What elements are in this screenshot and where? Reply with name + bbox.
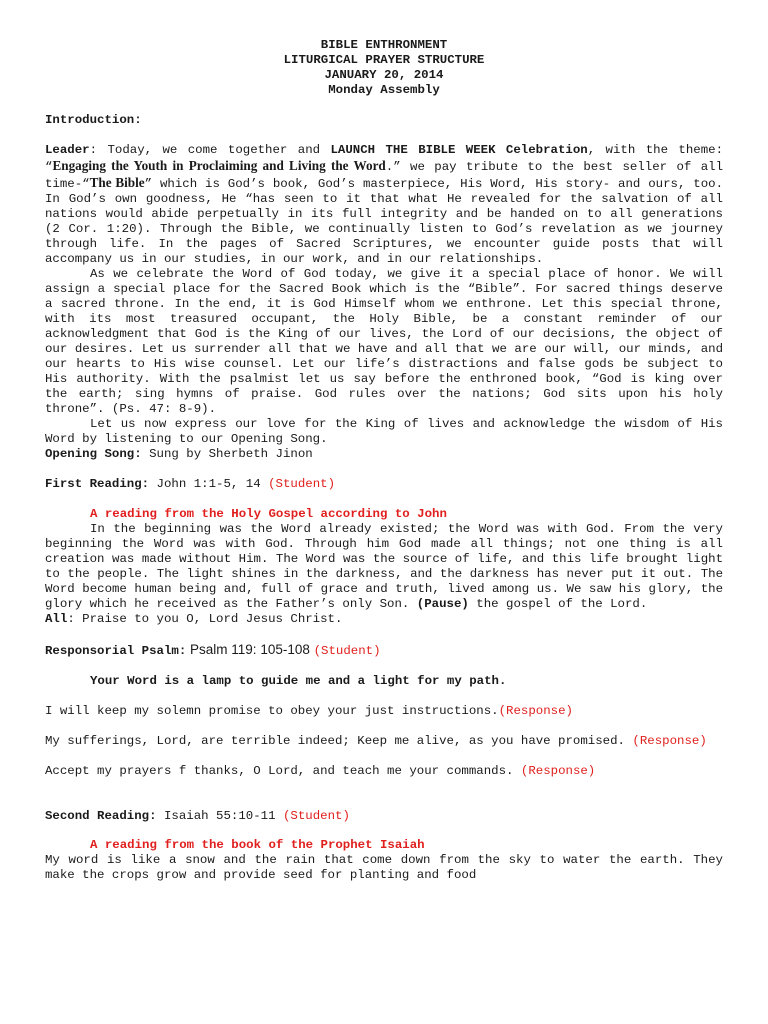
psalm-verse-3 (45, 764, 723, 779)
opening-song (45, 447, 723, 462)
subtitle-line: LITURGICAL PRAYER STRUCTURE (283, 53, 485, 67)
reading-text: In the beginning was the Word already existed; the Word was with God. From the very beginning the Word was with God. Through him God made all things; not one thing is all creation was made without Him. The Word was the source of life, and this life brought light to the people. The light shines in the darkness, and the darkness has never put it out. The Word become human being and, full of grace and truth, lived among us. We saw his glory, the glory which he received as the Father’s only Son. (45, 522, 723, 611)
first-reading-ref: John 1:1-5, 14 (149, 477, 269, 491)
all-text: : Praise to you O, Lord Jesus Christ. (67, 612, 343, 626)
intro-paragraph-2: As we celebrate the Word of God today, we give it a special place of honor. We will assign a special place for the Sacred Book which is the “Bible”. For sacred things deserve a sacred throne. In the end, it is God Himself whom we enthrone. Let this special throne, with its most treasured occupant, the Holy Bible, be a constant reminder of our acknowledgment that God is the King of our lives, the Lord of our decisions, the object of our desires. Let us surrender all that we have and all that we are our will, our minds, and our hearts to His wise counsel. Let our life’s distractions and false gods be subject to His authority. With the psalmist let us say before the enthroned book, “God is king over the earth; sing hymns of praise. God rules over the nations; God sits upon his holy throne”. (Ps. 47: 8-9). (45, 267, 723, 416)
psalm-refrain: Your Word is a lamp to guide me and a light for my path. (90, 674, 507, 688)
title-block (45, 38, 723, 98)
intro-text: : Today, we come together and (89, 143, 331, 157)
second-reading-label: Second Reading: (45, 809, 157, 823)
intro-paragraph-3: Let us now express our love for the King of lives and acknowledge the wisdom of His Word by listening to our Opening Song. (45, 417, 723, 446)
title-line: BIBLE ENTHRONMENT (320, 38, 448, 52)
all-label: All (45, 612, 68, 626)
intro-paragraph-1 (45, 143, 723, 267)
theme-text: Engaging the Youth in Proclaiming and Living the Word (52, 158, 386, 173)
first-reading-heading: A reading from the Holy Gospel according to John (90, 507, 447, 521)
first-reading-student: (Student) (268, 477, 336, 491)
response-label: (Response) (632, 734, 707, 748)
verse-text: I will keep my solemn promise to obey your just instructions. (45, 704, 499, 718)
response-label: (Response) (520, 764, 596, 778)
first-reading-text (45, 522, 723, 612)
introduction-heading: Introduction: (45, 113, 142, 127)
intro-text: .” we pay tribute to the best seller of all time-“ (45, 160, 723, 191)
document-body (45, 38, 723, 883)
psalm-ref: Psalm 119: 105-108 (186, 642, 314, 657)
intro-text: , with the theme: “ (45, 143, 724, 174)
psalm-label: Responsorial Psalm: (45, 644, 187, 658)
verse-text: Accept my prayers f thanks, O Lord, and teach me your commands. (45, 764, 521, 778)
intro-text: ” which is God’s book, God’s masterpiece, His Word, His story- and ours, too. In God’s own goodness, He “has seen to it that what He revealed for the salvation of all nations would abide perpetually in its full integrity and be handed on to all generations (2 Cor. 1:20). Through the Bible, we continually listen to God’s revelation as we journey through life. In the pages of Sacred Scriptures, we encounter guide posts that will accompany us in our studies, in our work, and in our relationships. (45, 177, 724, 266)
all-response (45, 612, 723, 627)
leader-label: Leader (45, 143, 90, 157)
verse-text: My sufferings, Lord, are terrible indeed; Keep me alive, as you have promised. (45, 734, 633, 748)
date-line: JANUARY 20, 2014 (324, 68, 444, 82)
second-reading-text: My word is like a snow and the rain that come down from the sky to water the earth. They make the crops grow and provide seed for planting and food (45, 853, 723, 882)
psalm-verse-1 (45, 704, 723, 719)
first-reading-label: First Reading: (45, 477, 150, 491)
psalm-student: (Student) (313, 644, 381, 658)
second-reading-student: (Student) (282, 809, 350, 823)
first-reading-line (45, 477, 723, 492)
psalm-verse-2 (45, 734, 723, 749)
pause-label: (Pause) (416, 597, 469, 611)
second-reading-ref: Isaiah 55:10-11 (156, 809, 283, 823)
bible-text: The Bible (89, 175, 145, 190)
psalm-line (45, 642, 723, 659)
launch-text: LAUNCH THE BIBLE WEEK Celebration (330, 143, 588, 157)
assembly-line: Monday Assembly (328, 83, 440, 97)
opening-song-label: Opening Song: (45, 447, 142, 461)
second-reading-line (45, 809, 723, 824)
opening-song-value: Sung by Sherbeth Jinon (141, 447, 313, 461)
reading-text: the gospel of the Lord. (468, 597, 648, 611)
second-reading-heading: A reading from the book of the Prophet Isaiah (90, 838, 425, 852)
response-label: (Response) (498, 704, 573, 718)
